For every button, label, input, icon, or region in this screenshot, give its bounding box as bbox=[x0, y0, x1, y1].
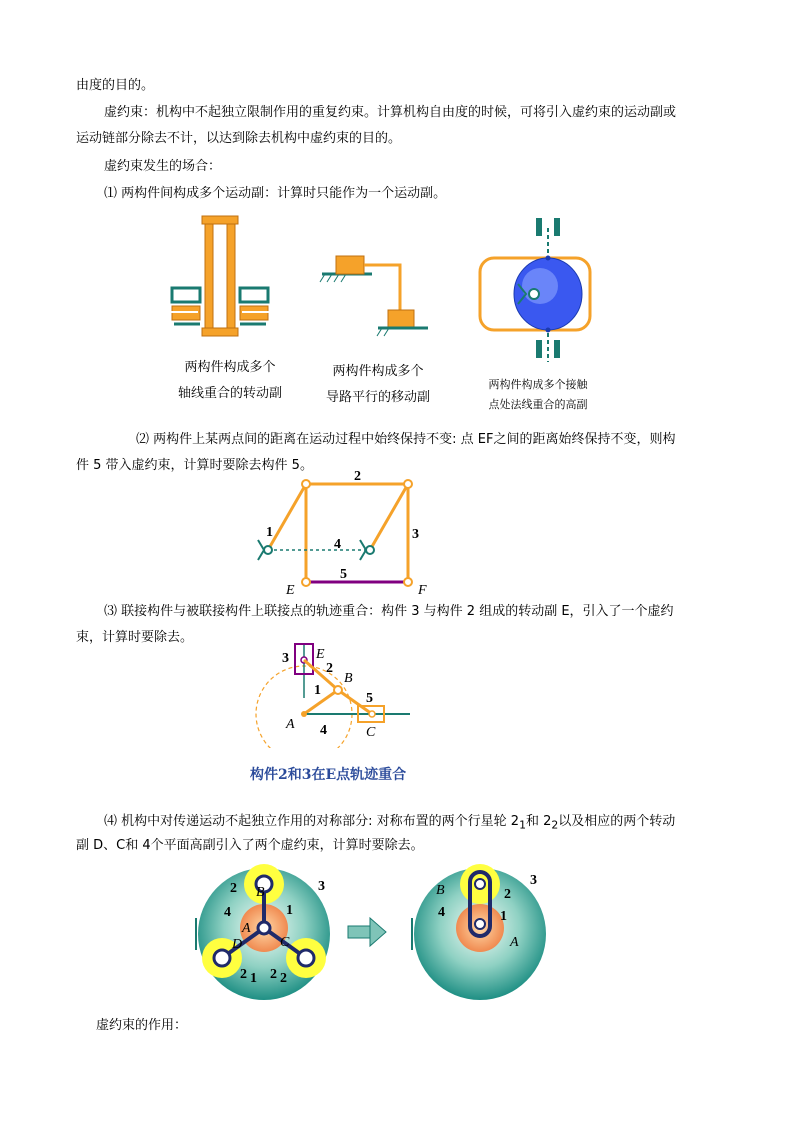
subscript-2: 2 bbox=[551, 818, 559, 832]
coaxial-revolute-diagram bbox=[170, 216, 270, 336]
label-2: 2 bbox=[354, 469, 361, 484]
parallel-prismatic-diagram bbox=[320, 256, 428, 336]
label-E: E bbox=[316, 647, 325, 662]
label-2-1: 2 bbox=[240, 967, 247, 982]
item-4-cont: 副 D、C和 4个平面高副引入了两个虚约束，计算时要除去。 bbox=[76, 838, 424, 853]
label-F: F bbox=[418, 583, 427, 596]
virtual-constraint-definition: 虚约束：机构中不起独立限制作用的重复约束。计算机构自由度的时候，可将引入虚约束的运动副或 bbox=[104, 105, 677, 120]
item-2-cont: 件 5 带入虚约束，计算时要除去构件 5。 bbox=[76, 458, 313, 473]
label-C: C bbox=[280, 935, 290, 950]
item-3-cont: 束，计算时要除去。 bbox=[76, 630, 194, 645]
label-1: 1 bbox=[286, 903, 293, 918]
label-B: B bbox=[436, 883, 445, 898]
label-4: 4 bbox=[334, 537, 341, 552]
label-3: 3 bbox=[282, 651, 289, 666]
label-3: 3 bbox=[530, 873, 537, 888]
caption-higher-pair-1: 两构件构成多个接触 bbox=[488, 378, 588, 391]
figure-trajectory-coincide bbox=[250, 638, 440, 748]
label-2-2: 2 bbox=[270, 967, 277, 982]
label-1: 1 bbox=[314, 683, 321, 698]
label-A: A bbox=[242, 921, 251, 936]
label-3: 3 bbox=[412, 527, 419, 542]
item-4-text-a: ⑷ 机构中对传递运动不起独立作用的对称部分: 对称布置的两个行星轮 2 bbox=[104, 814, 520, 829]
subscript-1: 1 bbox=[519, 818, 526, 832]
caption-revolute-1: 两构件构成多个 bbox=[184, 360, 276, 375]
caption-higher-pair-2: 点处法线重合的高副 bbox=[488, 398, 588, 411]
label-B: B bbox=[344, 671, 353, 686]
label-2: 2 bbox=[326, 661, 333, 676]
label-1: 1 bbox=[266, 525, 273, 540]
label-5: 5 bbox=[340, 567, 347, 582]
label-B: B bbox=[256, 885, 265, 900]
label-2-1-sub: 1 bbox=[250, 971, 257, 986]
occasions-heading: 虚约束发生的场合： bbox=[104, 159, 222, 174]
virtual-constraint-definition-cont: 运动链部分除去不计，以达到除去机构中虚约束的目的。 bbox=[76, 131, 402, 146]
label-C: C bbox=[366, 725, 376, 740]
label-A: A bbox=[286, 717, 295, 732]
item-1: ⑴ 两构件间构成多个运动副：计算时只能作为一个运动副。 bbox=[104, 186, 447, 201]
figure-3-caption: 构件2和3在E点轨迹重合 bbox=[250, 767, 407, 783]
label-4: 4 bbox=[224, 905, 231, 920]
right-planetary-gear bbox=[412, 864, 546, 1000]
label-2: 2 bbox=[504, 887, 511, 902]
label-4: 4 bbox=[438, 905, 445, 920]
caption-prismatic-1: 两构件构成多个 bbox=[332, 364, 424, 379]
figure-parallelogram bbox=[250, 462, 440, 596]
coincident-normal-higher-pair-diagram bbox=[480, 218, 590, 362]
right-arrow-icon bbox=[348, 918, 386, 946]
item-2: ⑵ 两构件上某两点间的距离在运动过程中始终保持不变: 点 EF之间的距离始终保持不变，则构 bbox=[136, 432, 676, 447]
label-D: D bbox=[232, 937, 243, 952]
item-4 bbox=[104, 812, 675, 836]
label-A: A bbox=[510, 935, 519, 950]
caption-revolute-2: 轴线重合的转动副 bbox=[177, 386, 282, 401]
item-3: ⑶ 联接构件与被联接构件上联接点的轨迹重合：构件 3 与构件 2 组成的转动副 E，引入了一个虚约 bbox=[104, 604, 674, 619]
label-5: 5 bbox=[366, 691, 373, 706]
item-4-text-e: 以及相应的两个转动 bbox=[558, 814, 676, 829]
caption-prismatic-2: 导路平行的移动副 bbox=[325, 390, 430, 405]
label-1: 1 bbox=[500, 909, 507, 924]
role-heading: 虚约束的作用： bbox=[96, 1018, 188, 1033]
label-3: 3 bbox=[318, 879, 325, 894]
label-4: 4 bbox=[320, 723, 327, 738]
text-line: 由度的目的。 bbox=[76, 78, 155, 93]
label-2-2-sub: 2 bbox=[280, 971, 287, 986]
label-2: 2 bbox=[230, 881, 237, 896]
label-E: E bbox=[286, 583, 295, 596]
figure-symmetric-planetary bbox=[190, 858, 560, 1004]
item-4-text-c: 和 2 bbox=[525, 814, 552, 829]
left-planetary-gear bbox=[196, 864, 330, 1000]
